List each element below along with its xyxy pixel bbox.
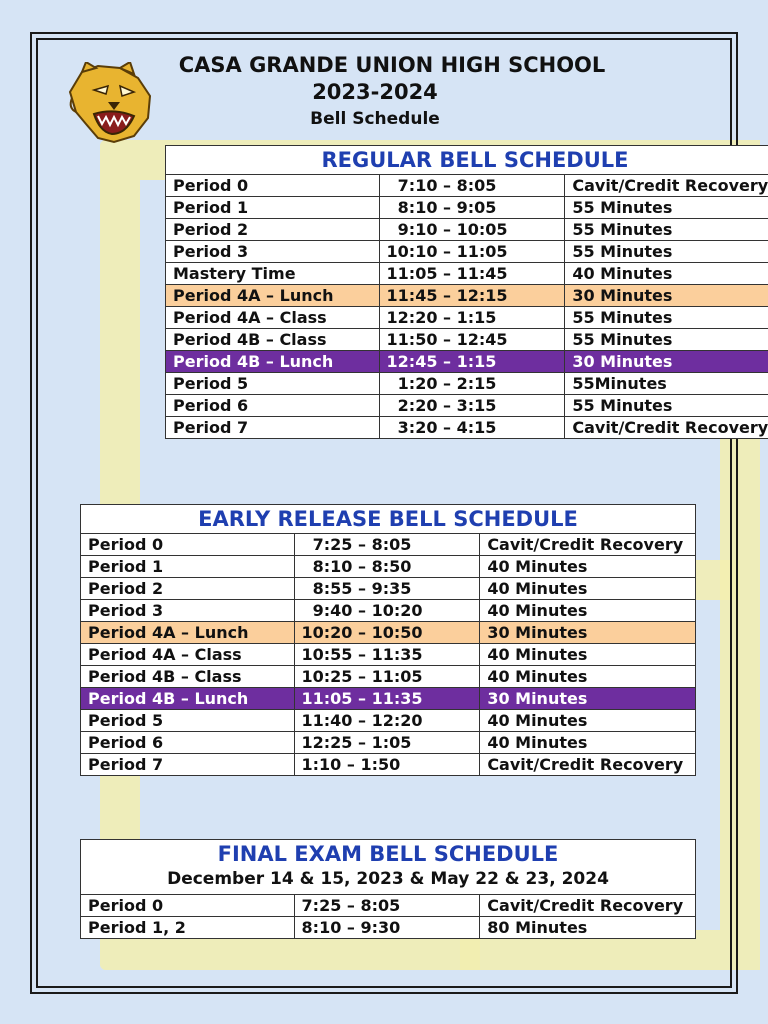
duration-cell: 40 Minutes: [480, 732, 696, 754]
time-cell: 12:45 – 1:15: [379, 351, 565, 373]
period-cell: Period 6: [81, 732, 295, 754]
page-header: [0, 52, 768, 132]
duration-cell: 40 Minutes: [480, 600, 696, 622]
period-cell: Mastery Time: [166, 263, 380, 285]
period-cell: Period 4B – Class: [81, 666, 295, 688]
bell-schedule-subtitle: Bell Schedule: [310, 109, 440, 129]
period-cell: Period 1: [81, 556, 295, 578]
time-cell: 7:25 – 8:05: [294, 534, 480, 556]
duration-cell: 80 Minutes: [480, 917, 696, 939]
time-cell: 10:55 – 11:35: [294, 644, 480, 666]
time-cell: 11:40 – 12:20: [294, 710, 480, 732]
schedule-row: [81, 600, 696, 622]
schedule-row: [81, 688, 696, 710]
time-cell: 11:05 – 11:45: [379, 263, 565, 285]
schedule-row: [81, 556, 696, 578]
time-cell: 8:55 – 9:35: [294, 578, 480, 600]
schedule-row: [81, 534, 696, 556]
time-cell: 11:50 – 12:45: [379, 329, 565, 351]
time-cell: 7:10 – 8:05: [379, 175, 565, 197]
time-cell: 11:45 – 12:15: [379, 285, 565, 307]
regular-schedule-title: REGULAR BELL SCHEDULE: [166, 146, 768, 175]
time-cell: 8:10 – 9:05: [379, 197, 565, 219]
schedule-row: [166, 175, 768, 197]
time-cell: 8:10 – 9:30: [294, 917, 480, 939]
duration-cell: Cavit/Credit Recovery: [565, 175, 768, 197]
duration-cell: 30 Minutes: [480, 688, 696, 710]
time-cell: 1:20 – 2:15: [379, 373, 565, 395]
time-cell: 3:20 – 4:15: [379, 417, 565, 439]
period-cell: Period 2: [166, 219, 380, 241]
period-cell: Period 4B – Lunch: [81, 688, 295, 710]
duration-cell: Cavit/Credit Recovery: [565, 417, 768, 439]
time-cell: 10:25 – 11:05: [294, 666, 480, 688]
period-cell: Period 5: [81, 710, 295, 732]
schedule-row: [81, 666, 696, 688]
time-cell: 7:25 – 8:05: [294, 895, 480, 917]
period-cell: Period 1, 2: [81, 917, 295, 939]
duration-cell: 40 Minutes: [480, 666, 696, 688]
time-cell: 1:10 – 1:50: [294, 754, 480, 776]
schedule-row: [166, 197, 768, 219]
schedule-row: [166, 263, 768, 285]
schedule-row: [166, 395, 768, 417]
duration-cell: Cavit/Credit Recovery: [480, 534, 696, 556]
regular-schedule-table: [165, 145, 768, 439]
period-cell: Period 4B – Class: [166, 329, 380, 351]
time-cell: 10:20 – 10:50: [294, 622, 480, 644]
duration-cell: 40 Minutes: [480, 710, 696, 732]
schedule-row: [81, 917, 696, 939]
time-cell: 9:40 – 10:20: [294, 600, 480, 622]
period-cell: Period 7: [166, 417, 380, 439]
period-cell: Period 4A – Class: [166, 307, 380, 329]
final-exam-schedule-title: FINAL EXAM BELL SCHEDULE: [81, 840, 696, 869]
period-cell: Period 0: [166, 175, 380, 197]
period-cell: Period 4A – Class: [81, 644, 295, 666]
duration-cell: 55 Minutes: [565, 395, 768, 417]
duration-cell: 30 Minutes: [480, 622, 696, 644]
duration-cell: 40 Minutes: [480, 556, 696, 578]
duration-cell: 55 Minutes: [565, 241, 768, 263]
period-cell: Period 0: [81, 534, 295, 556]
duration-cell: Cavit/Credit Recovery: [480, 895, 696, 917]
schedule-row: [166, 329, 768, 351]
schedule-row: [166, 219, 768, 241]
period-cell: Period 7: [81, 754, 295, 776]
duration-cell: 55 Minutes: [565, 219, 768, 241]
duration-cell: 40 Minutes: [480, 644, 696, 666]
schedule-row: [81, 754, 696, 776]
period-cell: Period 3: [166, 241, 380, 263]
duration-cell: 40 Minutes: [480, 578, 696, 600]
period-cell: Period 3: [81, 600, 295, 622]
time-cell: 8:10 – 8:50: [294, 556, 480, 578]
schedule-row: [166, 351, 768, 373]
early-release-schedule-table: [80, 504, 696, 776]
duration-cell: 30 Minutes: [565, 351, 768, 373]
duration-cell: 55Minutes: [565, 373, 768, 395]
time-cell: 11:05 – 11:35: [294, 688, 480, 710]
schedule-row: [81, 622, 696, 644]
time-cell: 12:20 – 1:15: [379, 307, 565, 329]
duration-cell: Cavit/Credit Recovery: [480, 754, 696, 776]
time-cell: 12:25 – 1:05: [294, 732, 480, 754]
school-name: CASA GRANDE UNION HIGH SCHOOL: [178, 53, 606, 77]
schedule-row: [81, 732, 696, 754]
schedule-row: [81, 578, 696, 600]
duration-cell: 55 Minutes: [565, 329, 768, 351]
period-cell: Period 5: [166, 373, 380, 395]
duration-cell: 55 Minutes: [565, 197, 768, 219]
time-cell: 9:10 – 10:05: [379, 219, 565, 241]
school-year: 2023-2024: [312, 80, 438, 104]
period-cell: Period 6: [166, 395, 380, 417]
duration-cell: 40 Minutes: [565, 263, 768, 285]
duration-cell: 30 Minutes: [565, 285, 768, 307]
schedule-row: [166, 285, 768, 307]
period-cell: Period 0: [81, 895, 295, 917]
schedule-row: [166, 241, 768, 263]
final-exam-dates: December 14 & 15, 2023 & May 22 & 23, 2024: [81, 868, 696, 895]
schedule-row: [166, 307, 768, 329]
period-cell: Period 1: [166, 197, 380, 219]
period-cell: Period 4A – Lunch: [166, 285, 380, 307]
period-cell: Period 4A – Lunch: [81, 622, 295, 644]
schedule-row: [81, 644, 696, 666]
schedule-row: [81, 895, 696, 917]
schedule-row: [81, 710, 696, 732]
period-cell: Period 4B – Lunch: [166, 351, 380, 373]
schedule-row: [166, 417, 768, 439]
early-release-schedule-title: EARLY RELEASE BELL SCHEDULE: [81, 505, 696, 534]
schedule-row: [166, 373, 768, 395]
time-cell: 2:20 – 3:15: [379, 395, 565, 417]
period-cell: Period 2: [81, 578, 295, 600]
time-cell: 10:10 – 11:05: [379, 241, 565, 263]
final-exam-schedule-table: [80, 839, 696, 939]
duration-cell: 55 Minutes: [565, 307, 768, 329]
